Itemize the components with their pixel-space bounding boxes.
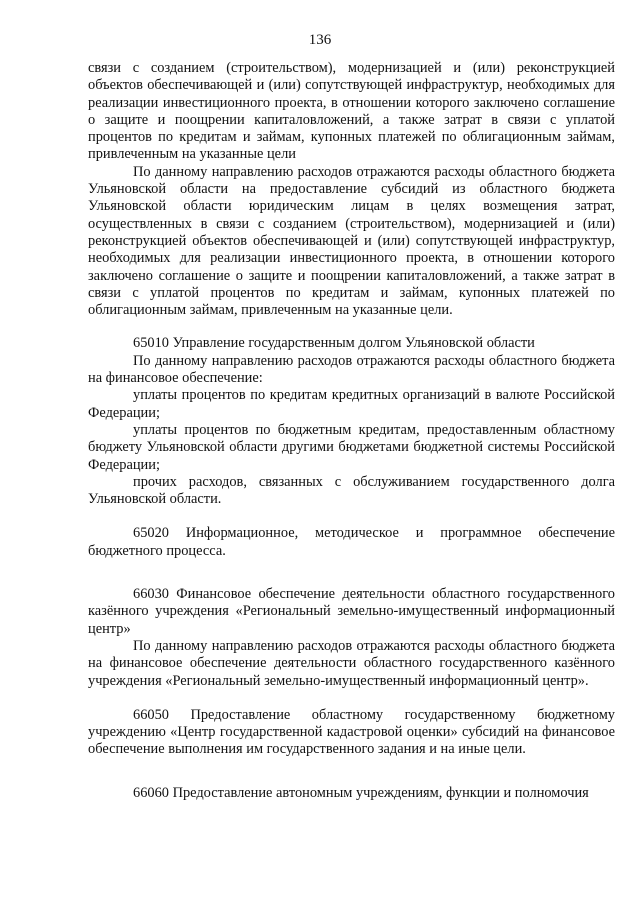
list-item: уплаты процентов по кредитам кредитных организаций в валюте Российской Федерации; [88, 387, 615, 421]
paragraph-description: По данному направлению расходов отражаются расходы областного бюджета на финансовое обеспечение деятельности областного государственного казённого учреждения «Региональный земельно-имущественный информационный центр». [88, 637, 615, 689]
document-body [88, 60, 615, 802]
list-item: прочих расходов, связанных с обслуживанием государственного долга Ульяновской области. [88, 473, 615, 508]
section-heading-65010: 65010 Управление государственным долгом Ульяновской области [133, 335, 535, 352]
page-number: 136 [308, 32, 332, 48]
paragraph-continuation: связи с созданием (строительством), модернизацией и (или) реконструкцией объектов обеспечивающей и (или) сопутствующей инфраструктур, необходимых для реализации инвестиционного проекта, в отношении которого заключено соглашение о защите и поощрении капиталовложений, а также затрат в связи с уплатой процентов по кредитам и займам, купонных платежей по облигационным займам, привлеченным на указанные цели [88, 60, 615, 163]
section-heading-65020: 65020 Информационное, методическое и программное обеспечение бюджетного процесса. [88, 525, 615, 559]
list-item: уплаты процентов по бюджетным кредитам, предоставленным областному бюджету Ульяновской области другими бюджетами бюджетной системы Российской Федерации; [88, 421, 615, 473]
paragraph-description: По данному направлению расходов отражаются расходы областного бюджета на финансовое обеспечение: [88, 352, 615, 387]
section-heading-66050: 66050 Предоставление областному государственному бюджетному учреждению «Центр государственной кадастровой оценки» субсидий на финансовое обеспечение выполнения им государственного задания и на иные цели. [88, 706, 615, 758]
paragraph-description: По данному направлению расходов отражаются расходы областного бюджета Ульяновской области на предоставление субсидий из областного бюджета Ульяновской области юридическим лицам в целях возмещения затрат, осуществленных в связи с созданием (строительством), модернизацией и (или) реконструкцией объектов обеспечивающей и (или) сопутствующей инфраструктур, необходимых для реализации инвестиционного проекта, в отношении которого заключено соглашение о защите и поощрении капиталовложений, а также затрат в связи с уплатой процентов по кредитам и займам, купонных платежей по облигационным займам, привлеченным на указанные цели. [88, 163, 615, 319]
section-heading-66030: 66030 Финансовое обеспечение деятельности областного государственного казённого учреждения «Региональный земельно-имущественный информационный центр» [88, 586, 615, 637]
section-heading-66060: 66060 Предоставление автономным учреждениям, функции и полномочия [133, 784, 589, 801]
